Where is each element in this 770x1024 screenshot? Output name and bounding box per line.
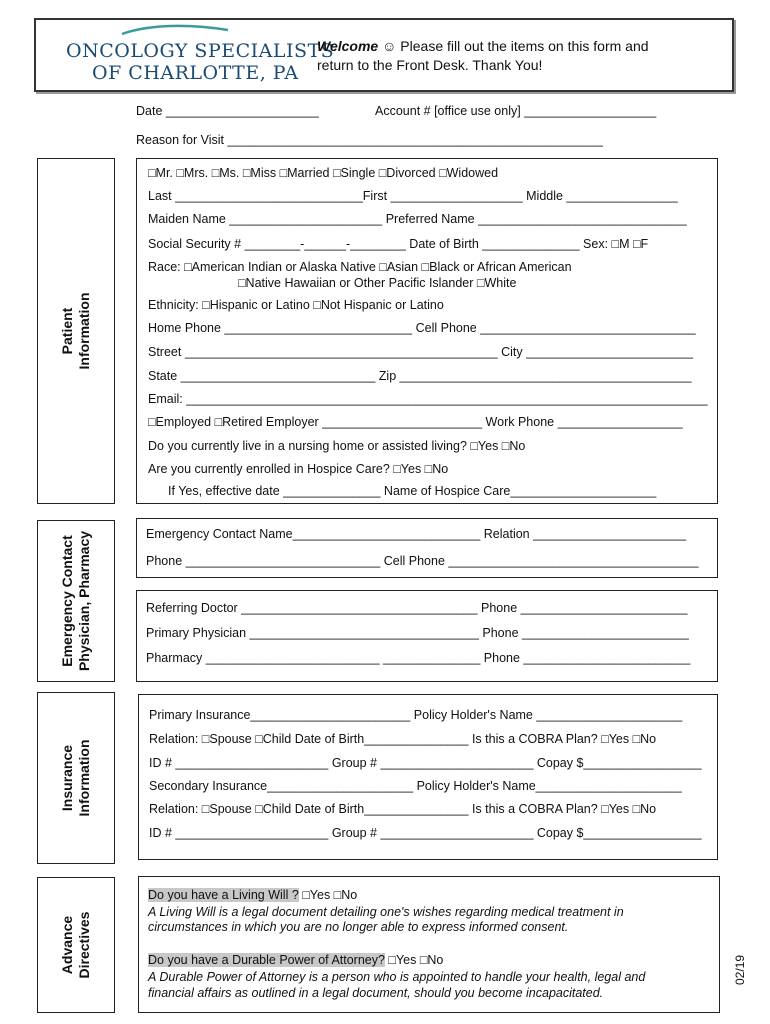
emergency-phone-row[interactable]: Phone ____________________________ Cell Phone ____________________________________ [146,554,699,568]
emergency-section-label [59,531,93,671]
phone-row[interactable]: Home Phone ___________________________ Cell Phone _______________________________ [148,321,696,335]
secondary-id-row[interactable]: ID # ______________________ Group # ______________________ Copay $_________________ [149,826,702,840]
poa-description-1: A Durable Power of Attorney is a person who is appointed to handle your health, legal and [148,970,646,984]
emergency-label-line2: Physician, Pharmacy [76,530,92,672]
logo-swoosh [120,22,230,40]
poa-question: Do you have a Durable Power of Attorney? [148,953,385,967]
title-marital-status-row[interactable]: □Mr. □Mrs. □Ms. □Miss □Married □Single □Divorced □Widowed [148,166,499,180]
insurance-label-line1: Insurance [59,744,75,812]
secondary-relation-row[interactable]: Relation: □Spouse □Child Date of Birth_______________ Is this a COBRA Plan? □Yes □No [149,802,657,816]
welcome-text: Please fill out the items on this form and [396,38,649,54]
primary-physician-row[interactable]: Primary Physician _________________________________ Phone ________________________ [146,626,689,640]
welcome-text-2: return to the Front Desk. Thank You! [317,57,543,73]
account-field[interactable]: Account # [office use only] ___________________ [375,104,657,118]
patient-label-line2: Information [76,292,92,370]
insurance-section-label-box [37,692,115,864]
living-will-row[interactable] [148,888,357,902]
insurance-label-line2: Information [76,739,92,817]
poa-options[interactable]: □Yes □No [384,953,444,967]
emergency-contact-row[interactable]: Emergency Contact Name___________________________ Relation ______________________ [146,527,687,541]
hospice-row[interactable]: Are you currently enrolled in Hospice Care? □Yes □No [148,462,449,476]
race-row-2[interactable]: □Native Hawaiian or Other Pacific Islander □White [238,276,517,290]
hospice-details-row[interactable]: If Yes, effective date ______________ Name of Hospice Care_____________________ [168,484,657,498]
secondary-insurance-row[interactable]: Secondary Insurance_____________________ Policy Holder's Name_____________________ [149,779,682,793]
nursing-home-row[interactable]: Do you currently live in a nursing home or assisted living? □Yes □No [148,439,526,453]
primary-relation-row[interactable]: Relation: □Spouse □Child Date of Birth_______________ Is this a COBRA Plan? □Yes □No [149,732,657,746]
living-will-options[interactable]: □Yes □No [298,888,358,902]
poa-row[interactable] [148,953,443,967]
emergency-section-label-box [37,520,115,682]
ssn-dob-sex-row[interactable]: Social Security # ________-______-________ Date of Birth ______________ Sex: □M □F [148,237,649,251]
state-zip-row[interactable]: State ____________________________ Zip __________________________________________ [148,369,692,383]
name-row[interactable]: Last ___________________________First ___________________ Middle ________________ [148,189,678,203]
date-field[interactable]: Date ______________________ [136,104,319,118]
patient-section-label-box [37,158,115,504]
logo-text-line2: OF CHARLOTTE, PA [92,62,299,84]
welcome-title: Welcome ☺ [317,38,397,54]
advance-section-label [59,912,93,979]
primary-insurance-row[interactable]: Primary Insurance_______________________ Policy Holder's Name _____________________ [149,708,683,722]
emergency-label-line1: Emergency Contact [59,535,75,667]
pharmacy-row[interactable]: Pharmacy _________________________ ______________ Phone ________________________ [146,651,691,665]
patient-label-line1: Patient [59,307,75,355]
welcome-message [317,37,707,75]
referring-doctor-row[interactable]: Referring Doctor __________________________________ Phone ________________________ [146,601,688,615]
living-will-description-2: circumstances in which you are no longer able to express informed consent. [148,920,569,934]
employment-row[interactable]: □Employed □Retired Employer _______________________ Work Phone __________________ [148,415,683,429]
email-row[interactable]: Email: ___________________________________________________________________________ [148,392,708,406]
advance-label-line2: Directives [76,911,92,979]
maiden-preferred-name-row[interactable]: Maiden Name ______________________ Preferred Name ______________________________ [148,212,687,226]
poa-description-2: financial affairs as outlined in a legal document, should you become incapacitated. [148,986,604,1000]
reason-for-visit-field[interactable]: Reason for Visit ______________________________________________________ [136,133,603,147]
logo-text-line1: ONCOLOGY SPECIALISTS [66,40,335,62]
street-city-row[interactable]: Street _____________________________________________ City ________________________ [148,345,693,359]
advance-label-line1: Advance [59,915,75,975]
living-will-description-1: A Living Will is a legal document detailing one's wishes regarding medical treatment in [148,905,624,919]
living-will-question: Do you have a Living Will ? [148,888,299,902]
patient-section-label [59,293,93,370]
insurance-section-label [59,740,93,817]
advance-section-label-box [37,877,115,1013]
race-row[interactable]: Race: □American Indian or Alaska Native □Asian □Black or African American [148,260,572,274]
primary-id-row[interactable]: ID # ______________________ Group # ______________________ Copay $_________________ [149,756,702,770]
ethnicity-row[interactable]: Ethnicity: □Hispanic or Latino □Not Hispanic or Latino [148,298,444,312]
form-version-code: 02/19 [733,954,747,985]
